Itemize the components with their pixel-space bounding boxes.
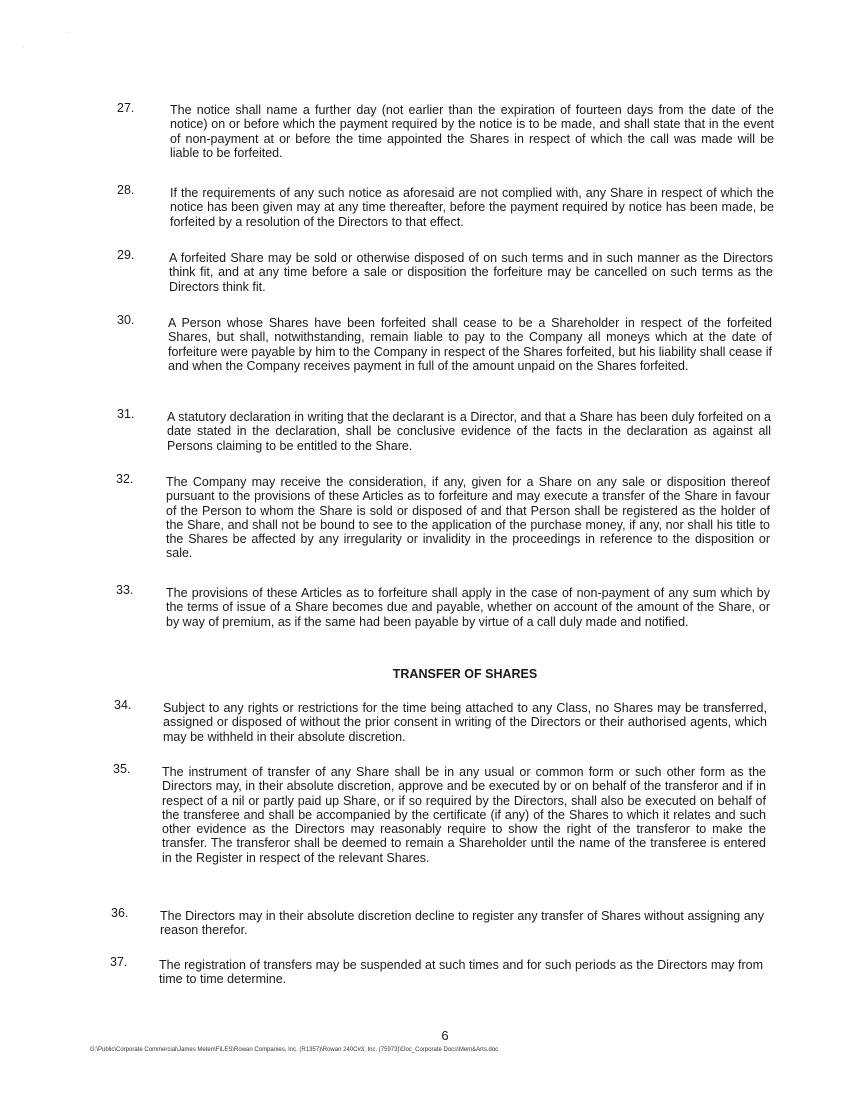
article-number: 27. xyxy=(117,101,135,115)
footer-file-path: G:\Public\Corporate Commercial\James Meten\FILES\Rowan Companies, Inc. (R1357)\Rowan 240C#3, Inc. (75973)\Doc_Corporate Docs\Mem&Arts.doc xyxy=(90,1047,499,1053)
article-number: 35. xyxy=(113,762,131,776)
article-number: 32. xyxy=(116,472,134,486)
scan-mark: · xyxy=(22,45,24,51)
article-text: A Person whose Shares have been forfeited shall cease to be a Shareholder in respect of the forfeited Shares, but shall, notwithstanding, remain liable to pay to the Company all moneys which at the date of forfeiture were payable by him to the Company in respect of the Shares forfeited, but his liability shall cease if and when the Company receives payment in full of the amount unpaid on the Shares forfeited. xyxy=(168,316,772,373)
article-number: 34. xyxy=(114,698,132,712)
article-number: 28. xyxy=(117,183,135,197)
article-number: 37. xyxy=(110,955,128,969)
article-text: If the requirements of any such notice as aforesaid are not complied with, any Share in respect of which the notice has been given may at any time thereafter, before the payment required by notice has been made, be forfeited by a resolution of the Directors to that effect. xyxy=(170,186,774,229)
section-heading: TRANSFER OF SHARES xyxy=(392,667,538,681)
article-text: The Directors may in their absolute discretion decline to register any transfer of Shares without assigning any reason therefor. xyxy=(160,909,764,938)
article-text: The provisions of these Articles as to forfeiture shall apply in the case of non-payment of any sum which by the terms of issue of a Share becomes due and payable, whether on account of the amount of the Share, or by way of premium, as if the same had been payable by virtue of a call duly made and notified. xyxy=(166,586,770,629)
article-number: 33. xyxy=(116,583,134,597)
article-number: 29. xyxy=(117,248,135,262)
scan-mark: · xyxy=(67,30,69,36)
article-text: The Company may receive the consideration, if any, given for a Share on any sale or disposition thereof pursuant to the provisions of these Articles as to forfeiture and may execute a transfer of the Share in favour of the Person to whom the Share is sold or disposed of and that Person shall be registered as the holder of the Share, and shall not be bound to see to the application of the purchase money, if any, nor shall his title to the Shares be affected by any irregularity or invalidity in the proceedings in reference to the disposition or sale. xyxy=(166,475,770,561)
article-text: Subject to any rights or restrictions for the time being attached to any Class, no Shares may be transferred, assigned or disposed of without the prior consent in writing of the Directors or their authorised agents, which may be withheld in their absolute discretion. xyxy=(163,701,767,744)
article-text: The instrument of transfer of any Share shall be in any usual or common form or such other form as the Directors may, in their absolute discretion, approve and be executed by or on behalf of the transferor and if in respect of a nil or partly paid up Share, or if so required by the Directors, shall also be executed on behalf of the transferee and shall be accompanied by the certificate (if any) of the Shares to which it relates and such other evidence as the Directors may reasonably require to show the right of the transferor to make the transfer. The transferor shall be deemed to remain a Shareholder until the name of the transferee is entered in the Register in respect of the relevant Shares. xyxy=(162,765,766,865)
article-text: The notice shall name a further day (not earlier than the expiration of fourteen days from the date of the notice) on or before which the payment required by the notice is to be made, and shall state that in the event of non-payment at or before the time appointed the Shares in respect of which the call was made will be liable to be forfeited. xyxy=(170,103,774,160)
article-number: 36. xyxy=(111,906,129,920)
article-number: 30. xyxy=(117,313,135,327)
page-number: 6 xyxy=(441,1028,449,1043)
article-text: The registration of transfers may be suspended at such times and for such periods as the Directors may from time to time determine. xyxy=(159,958,763,987)
article-text: A forfeited Share may be sold or otherwise disposed of on such terms and in such manner as the Directors think fit, and at any time before a sale or disposition the forfeiture may be cancelled on such terms as the Directors think fit. xyxy=(169,251,773,294)
article-text: A statutory declaration in writing that the declarant is a Director, and that a Share has been duly forfeited on a date stated in the declaration, shall be conclusive evidence of the facts in the declaration as against all Persons claiming to be entitled to the Share. xyxy=(167,410,771,453)
article-number: 31. xyxy=(117,407,135,421)
